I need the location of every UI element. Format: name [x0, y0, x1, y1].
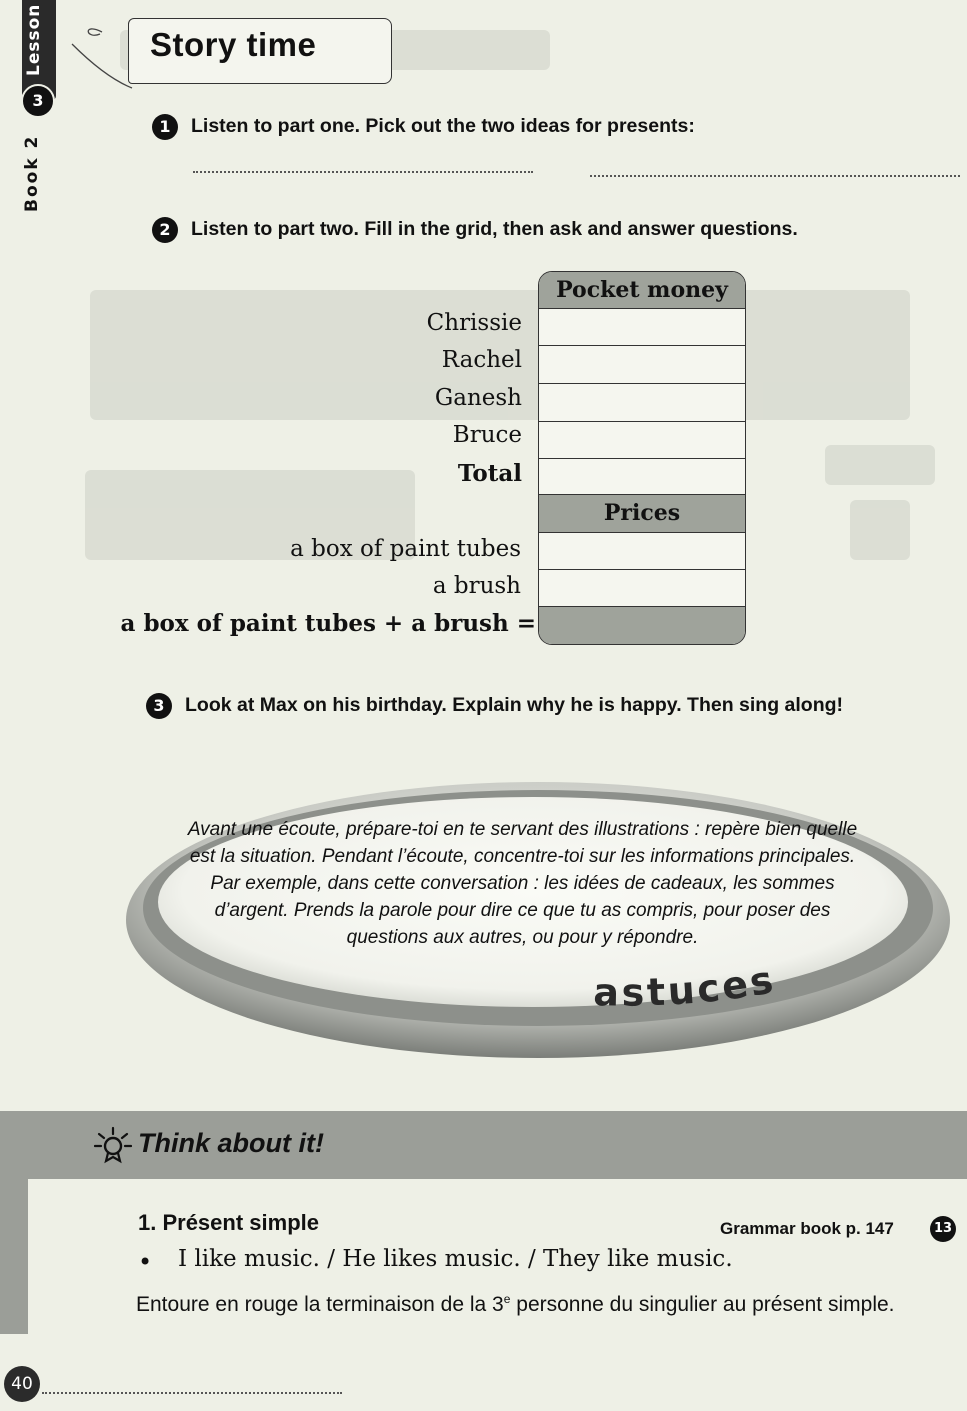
row-label-bruce: Bruce [452, 422, 522, 448]
exercise-3-instruction: Look at Max on his birthday. Explain why he is happy. Then sing along! [185, 694, 844, 716]
astuces-tip-text: Avant une écoute, prépare-toi en te servant des illustrations : repère bien quelle est la situation. Pendant l’écoute, concentre-toi sur les informations principales. Par exemple, dans cette conversation : les idées de cadeaux, les sommes d’argent. Prends la parole pour dire ce que tu as compris, pour poser des questions aux autres, ou pour y répondre. [187, 819, 858, 948]
page-number: 40 [4, 1366, 40, 1402]
row-label-sum: a box of paint tubes + a brush = [120, 610, 536, 637]
answer-line-2[interactable] [590, 174, 960, 177]
row-label-total: Total [457, 460, 522, 487]
lesson-number-badge: 3 [21, 84, 55, 118]
cell-paint-tubes[interactable] [539, 533, 745, 570]
exercise-1-instruction: Listen to part one. Pick out the two ideas for presents: [191, 115, 695, 137]
bullet: • [138, 1248, 153, 1276]
grammar-book-reference: Grammar book p. 147 [720, 1219, 894, 1238]
cell-chrissie[interactable] [539, 309, 745, 346]
present-simple-title: 1. Présent simple [138, 1210, 319, 1235]
example-sentences: I like music. / He likes music. / They like music. [178, 1246, 733, 1272]
pocket-money-header: Pocket money [539, 272, 745, 309]
row-label-paint-tubes: a box of paint tubes [290, 536, 521, 562]
cell-total[interactable] [539, 459, 745, 495]
row-label-rachel: Rachel [441, 347, 522, 373]
exercise-2-instruction: Listen to part two. Fill in the grid, then ask and answer questions. [191, 218, 798, 240]
cell-sum[interactable] [539, 607, 745, 644]
think-side-bar [0, 1179, 28, 1334]
row-label-brush: a brush [432, 573, 521, 599]
prices-header: Prices [539, 495, 745, 533]
book-label: Book 2 [22, 134, 42, 212]
cell-bruce[interactable] [539, 422, 745, 459]
answer-line-1[interactable] [193, 170, 533, 173]
lesson-label: Lesson [24, 3, 44, 76]
cell-rachel[interactable] [539, 346, 745, 384]
row-label-ganesh: Ganesh [434, 385, 522, 411]
page-footer-line [42, 1392, 342, 1394]
exercise-1-number: 1 [152, 114, 178, 140]
exercise-3-number: 3 [146, 693, 172, 719]
row-label-chrissie: Chrissie [426, 310, 522, 336]
page-title: Story time [150, 26, 317, 63]
grammar-instruction: Entoure en rouge la terminaison de la 3e personne du singulier au présent simple. [136, 1292, 895, 1316]
grammar-number-badge: 13 [930, 1216, 956, 1242]
lightbulb-icon [94, 1126, 132, 1164]
pocket-money-grid [538, 271, 746, 645]
astuces-label: astuces [592, 956, 780, 1015]
think-about-it-title: Think about it! [138, 1128, 324, 1158]
exercise-2-number: 2 [152, 217, 178, 243]
cell-ganesh[interactable] [539, 384, 745, 422]
cell-brush[interactable] [539, 570, 745, 607]
